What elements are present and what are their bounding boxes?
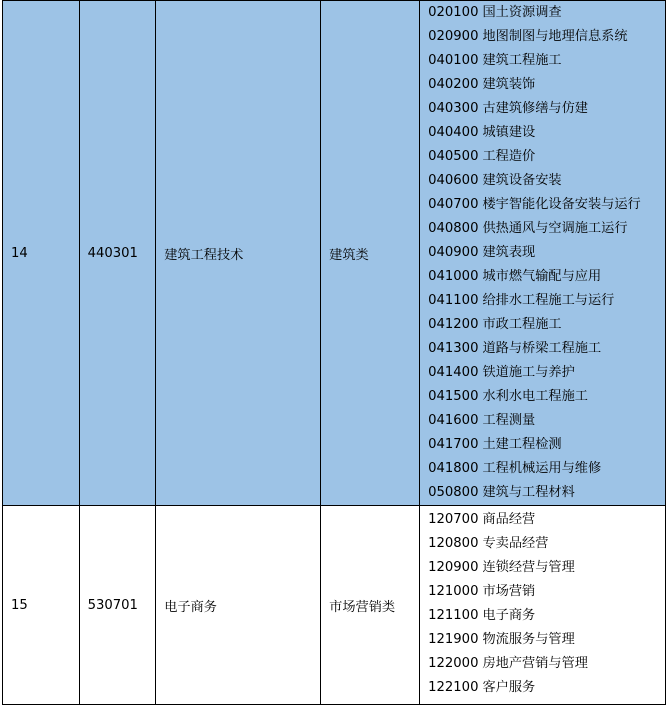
major-code: 041300 xyxy=(428,341,479,356)
major-name: 工程造价 xyxy=(482,149,536,164)
major-code: 040800 xyxy=(428,221,479,236)
related-majors-cell xyxy=(420,1,666,506)
list-item xyxy=(428,313,665,337)
major-code: 121000 xyxy=(428,584,479,599)
major-code: 041800 xyxy=(428,461,479,476)
major-code: 040200 xyxy=(428,77,479,92)
major-name: 商品经营 xyxy=(482,512,536,527)
category-cell: 建筑类 xyxy=(321,1,420,506)
category-cell: 市场营销类 xyxy=(321,506,420,705)
list-item xyxy=(428,580,665,604)
list-item xyxy=(428,49,665,73)
major-code: 040500 xyxy=(428,149,479,164)
list-item xyxy=(428,532,665,556)
list-item xyxy=(428,241,665,265)
list-item xyxy=(428,676,665,700)
major-name: 客户服务 xyxy=(482,680,536,695)
list-item xyxy=(428,217,665,241)
row-index-cell: 14 xyxy=(3,1,80,506)
list-item xyxy=(428,145,665,169)
list-item xyxy=(428,265,665,289)
list-item xyxy=(428,628,665,652)
major-code: 020900 xyxy=(428,29,479,44)
major-name: 连锁经营与管理 xyxy=(482,560,575,575)
list-item xyxy=(428,337,665,361)
major-name: 古建筑修缮与仿建 xyxy=(482,101,588,116)
major-name: 建筑工程施工 xyxy=(482,53,562,68)
major-name: 电子商务 xyxy=(482,608,536,623)
list-item xyxy=(428,289,665,313)
major-code: 120800 xyxy=(428,536,479,551)
major-name: 国土资源调查 xyxy=(482,5,562,20)
major-name: 铁道施工与养护 xyxy=(482,365,575,380)
major-name: 水利水电工程施工 xyxy=(482,389,588,404)
list-item xyxy=(428,604,665,628)
list-item xyxy=(428,409,665,433)
major-code: 041000 xyxy=(428,269,479,284)
program-code-cell: 440301 xyxy=(79,1,156,506)
major-name: 工程测量 xyxy=(482,413,536,428)
list-item xyxy=(428,385,665,409)
major-code: 041400 xyxy=(428,365,479,380)
table-row xyxy=(3,506,666,705)
major-code: 040700 xyxy=(428,197,479,212)
major-code: 040400 xyxy=(428,125,479,140)
major-name: 建筑与工程材料 xyxy=(482,485,575,500)
major-name: 楼宇智能化设备安装与运行 xyxy=(482,197,641,212)
row-index-cell: 15 xyxy=(3,506,80,705)
list-item xyxy=(428,169,665,193)
major-code: 040600 xyxy=(428,173,479,188)
related-majors-list xyxy=(428,508,665,700)
list-item xyxy=(428,25,665,49)
program-name-cell: 电子商务 xyxy=(156,506,321,705)
major-name: 地图制图与地理信息系统 xyxy=(482,29,628,44)
list-item xyxy=(428,1,665,25)
list-item xyxy=(428,433,665,457)
major-name: 道路与桥梁工程施工 xyxy=(482,341,602,356)
major-name: 市场营销 xyxy=(482,584,536,599)
major-name: 建筑设备安装 xyxy=(482,173,562,188)
major-code: 121100 xyxy=(428,608,479,623)
related-majors-cell xyxy=(420,506,666,705)
major-code: 041200 xyxy=(428,317,479,332)
major-code: 041500 xyxy=(428,389,479,404)
list-item xyxy=(428,652,665,676)
major-code: 122100 xyxy=(428,680,479,695)
major-name: 土建工程检测 xyxy=(482,437,562,452)
list-item xyxy=(428,121,665,145)
major-code: 040100 xyxy=(428,53,479,68)
program-code-cell: 530701 xyxy=(79,506,156,705)
list-item xyxy=(428,508,665,532)
major-code: 040900 xyxy=(428,245,479,260)
major-name: 建筑表现 xyxy=(482,245,536,260)
major-code: 040300 xyxy=(428,101,479,116)
major-name: 工程机械运用与维修 xyxy=(482,461,602,476)
major-name: 城镇建设 xyxy=(482,125,536,140)
major-name: 供热通风与空调施工运行 xyxy=(482,221,628,236)
major-code: 041100 xyxy=(428,293,479,308)
major-name: 房地产营销与管理 xyxy=(482,656,588,671)
related-majors-list xyxy=(428,1,665,505)
major-name: 市政工程施工 xyxy=(482,317,562,332)
list-item xyxy=(428,97,665,121)
major-name: 城市燃气输配与应用 xyxy=(482,269,602,284)
major-name: 物流服务与管理 xyxy=(482,632,575,647)
table-row xyxy=(3,1,666,506)
program-name-cell: 建筑工程技术 xyxy=(156,1,321,506)
list-item xyxy=(428,193,665,217)
list-item xyxy=(428,73,665,97)
list-item xyxy=(428,481,665,505)
major-code: 041700 xyxy=(428,437,479,452)
major-code: 120700 xyxy=(428,512,479,527)
major-code: 121900 xyxy=(428,632,479,647)
list-item xyxy=(428,556,665,580)
major-code: 050800 xyxy=(428,485,479,500)
major-name: 给排水工程施工与运行 xyxy=(482,293,615,308)
major-mapping-table xyxy=(2,0,666,705)
major-name: 专卖品经营 xyxy=(482,536,549,551)
major-code: 122000 xyxy=(428,656,479,671)
major-code: 020100 xyxy=(428,5,479,20)
major-name: 建筑装饰 xyxy=(482,77,536,92)
list-item xyxy=(428,457,665,481)
list-item xyxy=(428,361,665,385)
major-code: 120900 xyxy=(428,560,479,575)
major-code: 041600 xyxy=(428,413,479,428)
